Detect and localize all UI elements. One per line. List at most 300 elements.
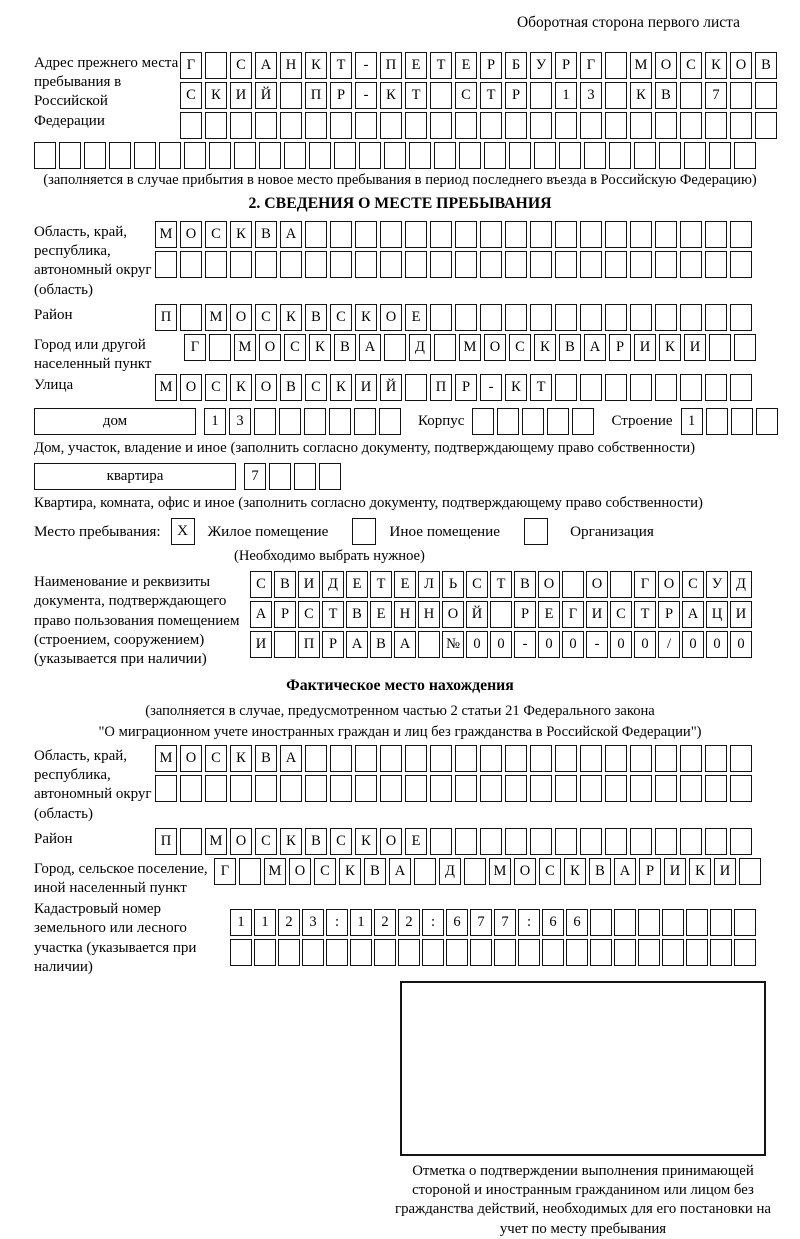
char-cell[interactable]: М <box>630 52 652 79</box>
char-cell[interactable] <box>655 304 677 331</box>
char-cell[interactable] <box>630 251 652 278</box>
char-cell[interactable]: В <box>364 858 386 885</box>
char-cell[interactable] <box>284 142 306 169</box>
char-cell[interactable]: Р <box>514 601 536 628</box>
char-cell[interactable] <box>655 221 677 248</box>
char-cell[interactable] <box>430 251 452 278</box>
char-cell[interactable] <box>279 408 301 435</box>
char-cell[interactable] <box>274 631 296 658</box>
char-cell[interactable]: Т <box>634 601 656 628</box>
char-cell[interactable]: О <box>230 304 252 331</box>
char-cell[interactable]: В <box>755 52 777 79</box>
char-cell[interactable] <box>230 112 252 139</box>
char-cell[interactable]: Т <box>490 571 512 598</box>
char-cell[interactable]: О <box>259 334 281 361</box>
char-cell[interactable] <box>305 112 327 139</box>
char-cell[interactable] <box>605 82 627 109</box>
char-cell[interactable]: С <box>455 82 477 109</box>
char-cell[interactable] <box>638 909 660 936</box>
stay-option-organization-checkbox[interactable] <box>524 518 548 545</box>
char-cell[interactable] <box>680 828 702 855</box>
char-cell[interactable] <box>455 828 477 855</box>
char-cell[interactable]: О <box>230 828 252 855</box>
char-cell[interactable] <box>530 745 552 772</box>
char-cell[interactable]: И <box>250 631 272 658</box>
char-cell[interactable]: 1 <box>555 82 577 109</box>
char-cell[interactable] <box>254 939 276 966</box>
char-cell[interactable] <box>705 251 727 278</box>
char-cell[interactable] <box>180 828 202 855</box>
char-cell[interactable]: О <box>180 221 202 248</box>
char-cell[interactable]: И <box>714 858 736 885</box>
char-cell[interactable] <box>739 858 761 885</box>
char-cell[interactable] <box>255 112 277 139</box>
char-cell[interactable] <box>384 142 406 169</box>
char-cell[interactable]: А <box>280 221 302 248</box>
char-cell[interactable] <box>756 408 778 435</box>
char-cell[interactable] <box>730 374 752 401</box>
char-cell[interactable]: Р <box>330 82 352 109</box>
char-cell[interactable] <box>180 112 202 139</box>
char-cell[interactable]: Н <box>418 601 440 628</box>
char-cell[interactable]: И <box>230 82 252 109</box>
char-cell[interactable] <box>705 221 727 248</box>
char-cell[interactable] <box>205 112 227 139</box>
char-cell[interactable] <box>505 221 527 248</box>
char-cell[interactable]: О <box>180 745 202 772</box>
char-cell[interactable] <box>405 221 427 248</box>
char-cell[interactable]: - <box>355 82 377 109</box>
char-cell[interactable] <box>230 775 252 802</box>
char-cell[interactable] <box>705 304 727 331</box>
char-cell[interactable]: 0 <box>682 631 704 658</box>
char-cell[interactable] <box>509 142 531 169</box>
char-cell[interactable] <box>305 745 327 772</box>
char-cell[interactable]: С <box>230 52 252 79</box>
char-cell[interactable] <box>655 775 677 802</box>
char-cell[interactable]: О <box>442 601 464 628</box>
char-cell[interactable] <box>405 251 427 278</box>
char-cell[interactable]: С <box>330 304 352 331</box>
char-cell[interactable] <box>497 408 519 435</box>
char-cell[interactable]: О <box>484 334 506 361</box>
char-cell[interactable]: Р <box>658 601 680 628</box>
char-cell[interactable]: С <box>509 334 531 361</box>
char-cell[interactable]: Р <box>555 52 577 79</box>
char-cell[interactable]: Ь <box>442 571 464 598</box>
char-cell[interactable]: Е <box>394 571 416 598</box>
char-cell[interactable]: 0 <box>610 631 632 658</box>
char-cell[interactable]: И <box>586 601 608 628</box>
char-cell[interactable]: Д <box>730 571 752 598</box>
char-cell[interactable]: Е <box>346 571 368 598</box>
char-cell[interactable]: К <box>230 221 252 248</box>
char-cell[interactable] <box>590 909 612 936</box>
char-cell[interactable]: Р <box>639 858 661 885</box>
char-cell[interactable] <box>555 304 577 331</box>
char-cell[interactable]: П <box>298 631 320 658</box>
char-cell[interactable] <box>734 334 756 361</box>
char-cell[interactable]: - <box>586 631 608 658</box>
char-cell[interactable] <box>380 251 402 278</box>
char-cell[interactable]: Е <box>405 52 427 79</box>
char-cell[interactable] <box>530 82 552 109</box>
char-cell[interactable] <box>755 82 777 109</box>
char-cell[interactable]: 6 <box>542 909 564 936</box>
char-cell[interactable] <box>280 112 302 139</box>
char-cell[interactable]: Т <box>480 82 502 109</box>
char-cell[interactable]: Р <box>455 374 477 401</box>
char-cell[interactable] <box>209 142 231 169</box>
char-cell[interactable] <box>638 939 660 966</box>
char-cell[interactable]: : <box>518 909 540 936</box>
char-cell[interactable]: П <box>155 828 177 855</box>
char-cell[interactable]: П <box>430 374 452 401</box>
char-cell[interactable]: В <box>655 82 677 109</box>
char-cell[interactable]: К <box>659 334 681 361</box>
char-cell[interactable] <box>655 112 677 139</box>
char-cell[interactable]: : <box>326 909 348 936</box>
char-cell[interactable]: В <box>255 221 277 248</box>
char-cell[interactable]: В <box>274 571 296 598</box>
char-cell[interactable]: М <box>205 828 227 855</box>
char-cell[interactable] <box>319 463 341 490</box>
char-cell[interactable] <box>680 251 702 278</box>
char-cell[interactable]: 1 <box>204 408 226 435</box>
char-cell[interactable] <box>355 221 377 248</box>
char-cell[interactable] <box>580 828 602 855</box>
char-cell[interactable]: 2 <box>278 909 300 936</box>
char-cell[interactable]: - <box>480 374 502 401</box>
char-cell[interactable] <box>109 142 131 169</box>
char-cell[interactable]: К <box>280 304 302 331</box>
char-cell[interactable]: И <box>355 374 377 401</box>
char-cell[interactable] <box>209 334 231 361</box>
char-cell[interactable] <box>304 408 326 435</box>
char-cell[interactable]: Р <box>322 631 344 658</box>
char-cell[interactable] <box>580 775 602 802</box>
char-cell[interactable] <box>234 142 256 169</box>
char-cell[interactable]: К <box>564 858 586 885</box>
char-cell[interactable] <box>655 828 677 855</box>
char-cell[interactable] <box>455 112 477 139</box>
char-cell[interactable]: К <box>280 828 302 855</box>
char-cell[interactable] <box>705 775 727 802</box>
char-cell[interactable] <box>480 775 502 802</box>
char-cell[interactable]: Д <box>409 334 431 361</box>
char-cell[interactable] <box>380 775 402 802</box>
char-cell[interactable] <box>605 775 627 802</box>
char-cell[interactable]: Б <box>505 52 527 79</box>
char-cell[interactable] <box>155 251 177 278</box>
char-cell[interactable] <box>555 745 577 772</box>
char-cell[interactable] <box>555 112 577 139</box>
char-cell[interactable] <box>662 909 684 936</box>
char-cell[interactable] <box>230 939 252 966</box>
char-cell[interactable] <box>305 251 327 278</box>
char-cell[interactable] <box>730 828 752 855</box>
char-cell[interactable] <box>464 858 486 885</box>
stay-option-other-checkbox[interactable] <box>352 518 376 545</box>
char-cell[interactable] <box>355 251 377 278</box>
char-cell[interactable]: И <box>684 334 706 361</box>
char-cell[interactable] <box>480 745 502 772</box>
char-cell[interactable]: Г <box>180 52 202 79</box>
char-cell[interactable]: О <box>180 374 202 401</box>
char-cell[interactable]: С <box>298 601 320 628</box>
char-cell[interactable] <box>455 775 477 802</box>
char-cell[interactable]: О <box>538 571 560 598</box>
char-cell[interactable]: Н <box>394 601 416 628</box>
char-cell[interactable] <box>134 142 156 169</box>
char-cell[interactable] <box>455 745 477 772</box>
char-cell[interactable]: А <box>250 601 272 628</box>
char-cell[interactable]: Ц <box>706 601 728 628</box>
char-cell[interactable]: О <box>655 52 677 79</box>
char-cell[interactable]: С <box>284 334 306 361</box>
char-cell[interactable]: С <box>610 601 632 628</box>
char-cell[interactable]: К <box>205 82 227 109</box>
char-cell[interactable]: Д <box>439 858 461 885</box>
char-cell[interactable]: А <box>682 601 704 628</box>
char-cell[interactable]: В <box>370 631 392 658</box>
char-cell[interactable] <box>605 745 627 772</box>
char-cell[interactable]: Т <box>405 82 427 109</box>
char-cell[interactable] <box>180 251 202 278</box>
char-cell[interactable] <box>566 939 588 966</box>
char-cell[interactable]: 0 <box>466 631 488 658</box>
char-cell[interactable]: К <box>505 374 527 401</box>
char-cell[interactable]: М <box>205 304 227 331</box>
char-cell[interactable] <box>255 251 277 278</box>
char-cell[interactable]: 1 <box>350 909 372 936</box>
char-cell[interactable]: Р <box>480 52 502 79</box>
char-cell[interactable] <box>480 828 502 855</box>
char-cell[interactable] <box>705 828 727 855</box>
char-cell[interactable] <box>580 251 602 278</box>
char-cell[interactable] <box>350 939 372 966</box>
char-cell[interactable]: Г <box>634 571 656 598</box>
char-cell[interactable]: В <box>305 828 327 855</box>
char-cell[interactable] <box>472 408 494 435</box>
char-cell[interactable] <box>359 142 381 169</box>
char-cell[interactable] <box>269 463 291 490</box>
char-cell[interactable] <box>34 142 56 169</box>
char-cell[interactable]: Д <box>322 571 344 598</box>
char-cell[interactable]: О <box>380 304 402 331</box>
char-cell[interactable] <box>680 82 702 109</box>
char-cell[interactable] <box>609 142 631 169</box>
char-cell[interactable]: С <box>466 571 488 598</box>
char-cell[interactable] <box>280 775 302 802</box>
char-cell[interactable] <box>730 775 752 802</box>
char-cell[interactable]: : <box>422 909 444 936</box>
char-cell[interactable] <box>259 142 281 169</box>
char-cell[interactable] <box>430 112 452 139</box>
char-cell[interactable] <box>605 828 627 855</box>
char-cell[interactable] <box>254 408 276 435</box>
char-cell[interactable]: А <box>280 745 302 772</box>
char-cell[interactable] <box>480 251 502 278</box>
char-cell[interactable] <box>559 142 581 169</box>
char-cell[interactable]: К <box>330 374 352 401</box>
char-cell[interactable] <box>180 304 202 331</box>
char-cell[interactable] <box>709 334 731 361</box>
char-cell[interactable] <box>455 251 477 278</box>
char-cell[interactable]: Е <box>405 828 427 855</box>
char-cell[interactable]: Т <box>430 52 452 79</box>
char-cell[interactable] <box>580 221 602 248</box>
char-cell[interactable] <box>302 939 324 966</box>
char-cell[interactable]: 3 <box>229 408 251 435</box>
char-cell[interactable] <box>605 251 627 278</box>
char-cell[interactable] <box>430 745 452 772</box>
char-cell[interactable] <box>518 939 540 966</box>
char-cell[interactable]: В <box>280 374 302 401</box>
char-cell[interactable] <box>555 221 577 248</box>
char-cell[interactable] <box>430 775 452 802</box>
char-cell[interactable]: А <box>584 334 606 361</box>
char-cell[interactable] <box>379 408 401 435</box>
char-cell[interactable]: - <box>514 631 536 658</box>
char-cell[interactable]: 7 <box>470 909 492 936</box>
char-cell[interactable] <box>430 828 452 855</box>
char-cell[interactable]: 0 <box>490 631 512 658</box>
char-cell[interactable] <box>522 408 544 435</box>
char-cell[interactable]: К <box>630 82 652 109</box>
char-cell[interactable] <box>405 374 427 401</box>
char-cell[interactable]: М <box>155 745 177 772</box>
stay-option-residential-checkbox[interactable]: X <box>171 518 195 545</box>
char-cell[interactable] <box>547 408 569 435</box>
char-cell[interactable]: С <box>250 571 272 598</box>
char-cell[interactable]: Л <box>418 571 440 598</box>
char-cell[interactable] <box>605 52 627 79</box>
char-cell[interactable] <box>734 142 756 169</box>
char-cell[interactable] <box>710 909 732 936</box>
char-cell[interactable] <box>730 251 752 278</box>
char-cell[interactable]: А <box>255 52 277 79</box>
char-cell[interactable] <box>680 221 702 248</box>
char-cell[interactable] <box>330 221 352 248</box>
char-cell[interactable] <box>484 142 506 169</box>
char-cell[interactable]: С <box>682 571 704 598</box>
char-cell[interactable] <box>605 221 627 248</box>
char-cell[interactable] <box>590 939 612 966</box>
char-cell[interactable]: К <box>230 374 252 401</box>
char-cell[interactable]: 6 <box>566 909 588 936</box>
char-cell[interactable] <box>159 142 181 169</box>
char-cell[interactable] <box>584 142 606 169</box>
char-cell[interactable]: Т <box>370 571 392 598</box>
char-cell[interactable]: И <box>634 334 656 361</box>
char-cell[interactable]: К <box>339 858 361 885</box>
char-cell[interactable] <box>180 775 202 802</box>
char-cell[interactable]: 7 <box>705 82 727 109</box>
char-cell[interactable]: П <box>380 52 402 79</box>
char-cell[interactable] <box>380 745 402 772</box>
char-cell[interactable] <box>580 745 602 772</box>
char-cell[interactable] <box>490 601 512 628</box>
char-cell[interactable]: К <box>355 304 377 331</box>
char-cell[interactable] <box>480 112 502 139</box>
char-cell[interactable] <box>334 142 356 169</box>
char-cell[interactable] <box>330 745 352 772</box>
char-cell[interactable] <box>662 939 684 966</box>
char-cell[interactable] <box>614 909 636 936</box>
char-cell[interactable]: 3 <box>580 82 602 109</box>
char-cell[interactable]: О <box>380 828 402 855</box>
char-cell[interactable]: 1 <box>230 909 252 936</box>
char-cell[interactable] <box>355 745 377 772</box>
char-cell[interactable] <box>734 939 756 966</box>
char-cell[interactable] <box>330 112 352 139</box>
char-cell[interactable]: А <box>614 858 636 885</box>
char-cell[interactable] <box>731 408 753 435</box>
char-cell[interactable] <box>530 304 552 331</box>
char-cell[interactable]: Т <box>322 601 344 628</box>
char-cell[interactable] <box>580 304 602 331</box>
char-cell[interactable] <box>630 775 652 802</box>
char-cell[interactable]: С <box>330 828 352 855</box>
char-cell[interactable]: М <box>234 334 256 361</box>
char-cell[interactable]: К <box>534 334 556 361</box>
char-cell[interactable] <box>686 939 708 966</box>
char-cell[interactable] <box>184 142 206 169</box>
char-cell[interactable]: С <box>205 374 227 401</box>
char-cell[interactable]: В <box>334 334 356 361</box>
char-cell[interactable]: В <box>589 858 611 885</box>
char-cell[interactable] <box>84 142 106 169</box>
char-cell[interactable] <box>680 775 702 802</box>
char-cell[interactable] <box>530 221 552 248</box>
char-cell[interactable]: С <box>255 828 277 855</box>
char-cell[interactable]: С <box>539 858 561 885</box>
char-cell[interactable] <box>305 775 327 802</box>
char-cell[interactable] <box>59 142 81 169</box>
char-cell[interactable] <box>555 374 577 401</box>
char-cell[interactable]: О <box>514 858 536 885</box>
char-cell[interactable]: Г <box>580 52 602 79</box>
char-cell[interactable]: Е <box>455 52 477 79</box>
char-cell[interactable] <box>414 858 436 885</box>
char-cell[interactable] <box>534 142 556 169</box>
char-cell[interactable]: 0 <box>538 631 560 658</box>
char-cell[interactable] <box>710 939 732 966</box>
char-cell[interactable] <box>405 745 427 772</box>
char-cell[interactable] <box>430 304 452 331</box>
char-cell[interactable] <box>205 52 227 79</box>
char-cell[interactable] <box>459 142 481 169</box>
char-cell[interactable] <box>730 82 752 109</box>
char-cell[interactable]: 1 <box>254 909 276 936</box>
char-cell[interactable] <box>555 828 577 855</box>
char-cell[interactable]: 7 <box>244 463 266 490</box>
char-cell[interactable] <box>446 939 468 966</box>
char-cell[interactable] <box>374 939 396 966</box>
char-cell[interactable]: № <box>442 631 464 658</box>
char-cell[interactable] <box>614 939 636 966</box>
char-cell[interactable] <box>505 112 527 139</box>
char-cell[interactable] <box>326 939 348 966</box>
char-cell[interactable] <box>610 571 632 598</box>
char-cell[interactable] <box>709 142 731 169</box>
char-cell[interactable] <box>530 112 552 139</box>
char-cell[interactable]: Н <box>280 52 302 79</box>
char-cell[interactable] <box>705 745 727 772</box>
char-cell[interactable]: С <box>205 221 227 248</box>
char-cell[interactable]: А <box>346 631 368 658</box>
